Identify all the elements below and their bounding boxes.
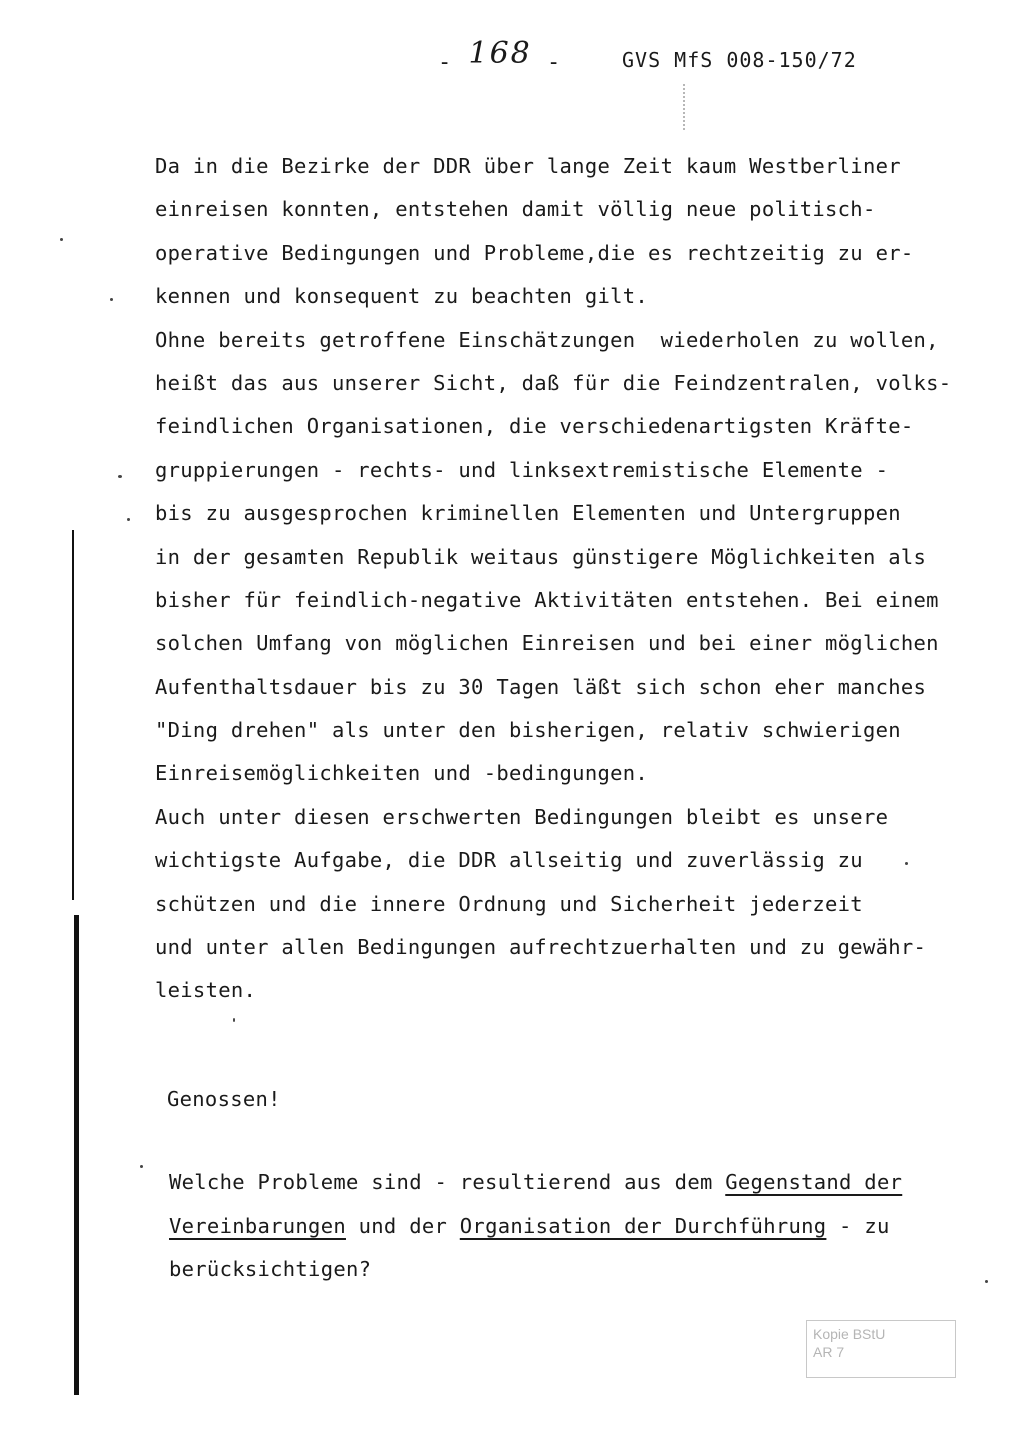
text-line: heißt das aus unserer Sicht, daß für die Feindzentralen, volks-	[155, 370, 952, 395]
scan-speck	[985, 1280, 988, 1283]
paragraph-3	[155, 796, 975, 1013]
scan-speck	[140, 1165, 143, 1168]
paragraph-1	[155, 145, 975, 319]
archive-stamp	[806, 1320, 956, 1378]
text-line: solchen Umfang von möglichen Einreisen und bei einer möglichen	[155, 631, 939, 656]
text-line: Aufenthaltsdauer bis zu 30 Tagen läßt sich schon eher manches	[155, 674, 927, 699]
text-line: in der gesamten Republik weitaus günstigere Möglichkeiten als	[155, 544, 927, 569]
margin-line	[72, 530, 74, 900]
text-line: operative Bedingungen und Probleme,die es rechtzeitig zu er-	[155, 240, 914, 265]
text-line: Auch unter diesen erschwerten Bedingungen bleibt es unsere	[155, 804, 889, 829]
text-line: Einreisemöglichkeiten und -bedingungen.	[155, 761, 649, 786]
page-number: - 168 -	[438, 36, 563, 75]
scan-speck	[127, 518, 130, 521]
scan-speck	[110, 298, 113, 301]
text-line: bisher für feindlich-negative Aktivitäten entstehen. Bei einem	[155, 587, 939, 612]
stamp-line: Kopie BStU	[813, 1326, 886, 1342]
underlined-text: Organisation der Durchführung	[459, 1213, 827, 1238]
spacer	[155, 1013, 975, 1078]
text-line: feindlichen Organisationen, die verschiedenartigsten Kräfte-	[155, 414, 914, 439]
text-line: Da in die Bezirke der DDR über lange Zeit kaum Westberliner	[155, 154, 901, 178]
paragraph-2	[155, 319, 975, 796]
stamp-line: AR 7	[813, 1344, 845, 1360]
text-line: Vereinbarungen und der Organisation der Durchführung - zu	[169, 1213, 890, 1238]
document-body	[155, 145, 975, 1291]
stamp-mark	[683, 84, 697, 130]
text-line: berücksichtigen?	[169, 1256, 372, 1281]
document-reference: GVS MfS 008-150/72	[622, 48, 857, 72]
salutation: Genossen!	[167, 1086, 281, 1111]
text-line: und unter allen Bedingungen aufrechtzuerhalten und zu gewähr-	[155, 935, 927, 960]
text-line: kennen und konsequent zu beachten gilt.	[155, 284, 649, 309]
handwritten-page-number: 168	[468, 36, 532, 71]
text-line: leisten.	[155, 978, 257, 1003]
scan-speck	[905, 862, 908, 865]
text-line: einreisen konnten, entstehen damit völlig neue politisch-	[155, 197, 876, 222]
text-line: bis zu ausgesprochen kriminellen Elementen und Untergruppen	[155, 501, 901, 526]
text-line: gruppierungen - rechts- und linksextremistische Elemente -	[155, 457, 889, 482]
text-line: Welche Probleme sind - resultierend aus dem Gegenstand der	[169, 1170, 903, 1195]
text-line: Ohne bereits getroffene Einschätzungen wiederholen zu wollen,	[155, 327, 939, 352]
spacer	[155, 1121, 975, 1161]
underlined-text: Vereinbarungen	[169, 1213, 346, 1238]
margin-line	[74, 915, 79, 1395]
text-line: schützen und die innere Ordnung und Sicherheit jederzeit	[155, 891, 863, 916]
question-paragraph	[169, 1161, 975, 1291]
scan-speck	[118, 475, 122, 478]
page-header	[0, 36, 1024, 90]
scan-speck	[233, 1018, 235, 1022]
text-line: wichtigste Aufgabe, die DDR allseitig und zuverlässig zu	[155, 848, 863, 873]
text-line: "Ding drehen" als unter den bisherigen, relativ schwierigen	[155, 718, 901, 743]
scan-speck	[60, 238, 63, 241]
underlined-text: Gegenstand der	[725, 1170, 903, 1195]
